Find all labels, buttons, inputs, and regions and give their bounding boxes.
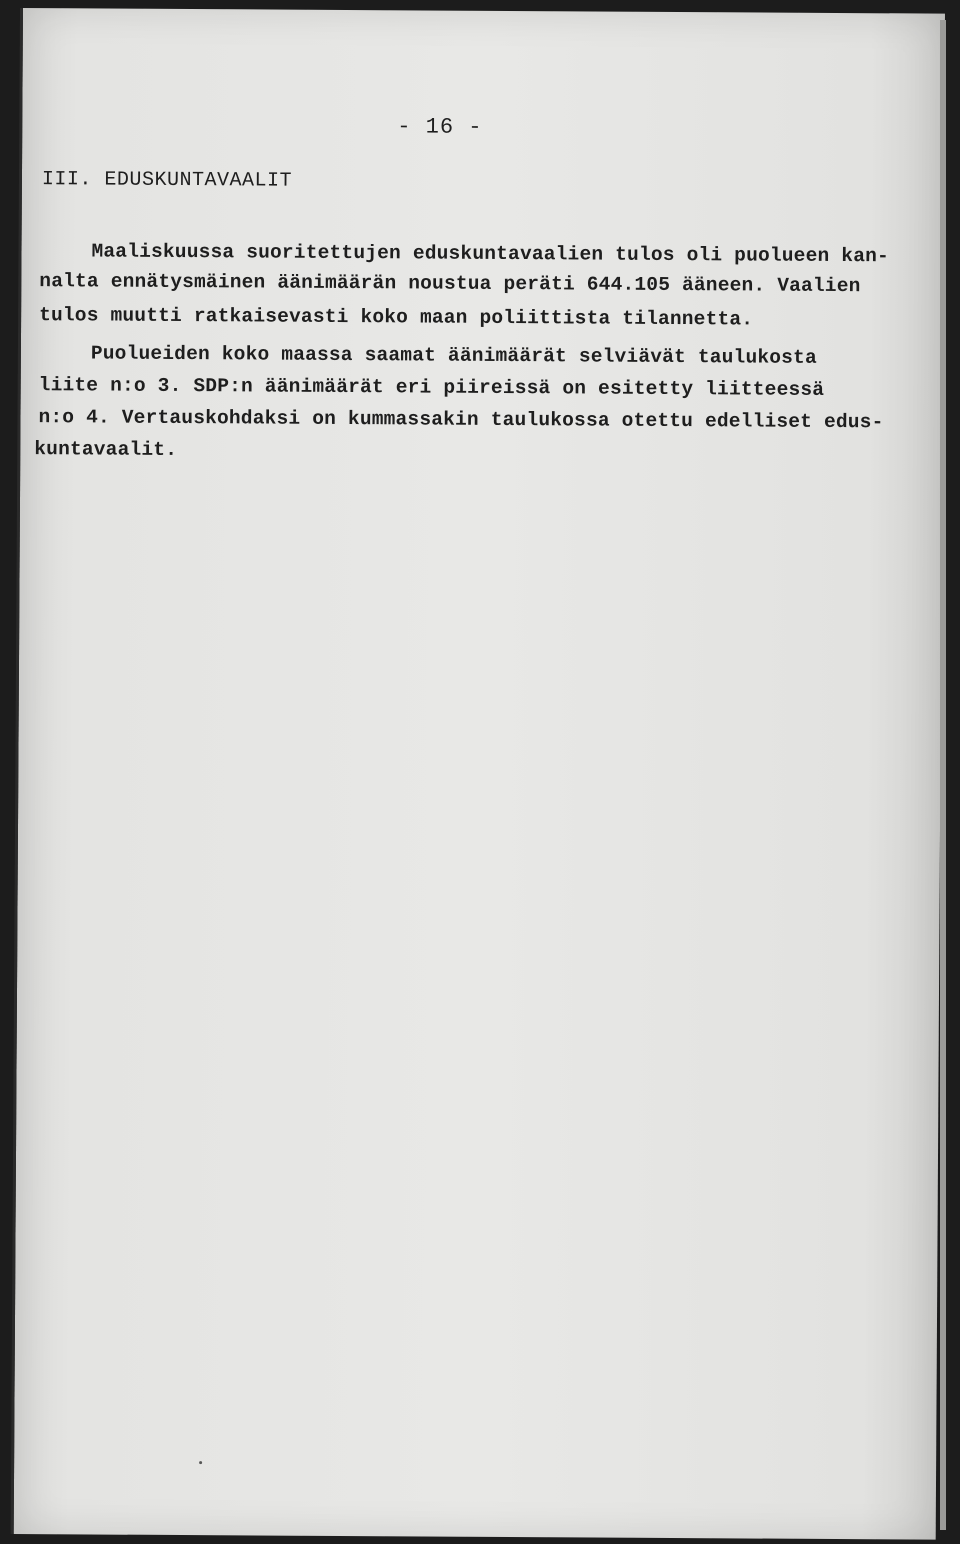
section-title: III. EDUSKUNTAVAALIT <box>41 168 293 193</box>
paragraph-line: kuntavaalit. <box>34 438 178 461</box>
page-number: - 16 - <box>397 114 483 140</box>
paragraph-line: Maaliskuussa suoritettujen eduskuntavaalien tulos oli puolueen kan- <box>91 240 890 268</box>
paragraph-line: tulos muutti ratkaisevasti koko maan poliittista tilannetta. <box>39 304 754 331</box>
ink-speck <box>199 1461 202 1464</box>
paragraph-line: liite n:o 3. SDP:n äänimäärät eri piireissä on esitetty liitteessä <box>38 374 825 401</box>
page-edge-shadow <box>940 20 946 1530</box>
paragraph-line: nalta ennätysmäinen äänimäärän noustua peräti 644.105 ääneen. Vaalien <box>39 270 861 298</box>
paragraph-line: Puolueiden koko maassa saamat äänimäärät selviävät taulukosta <box>90 342 817 369</box>
document-page <box>11 8 945 1540</box>
paragraph-line: n:o 4. Vertauskohdaksi on kummassakin taulukossa otettu edelliset edus- <box>38 406 884 434</box>
